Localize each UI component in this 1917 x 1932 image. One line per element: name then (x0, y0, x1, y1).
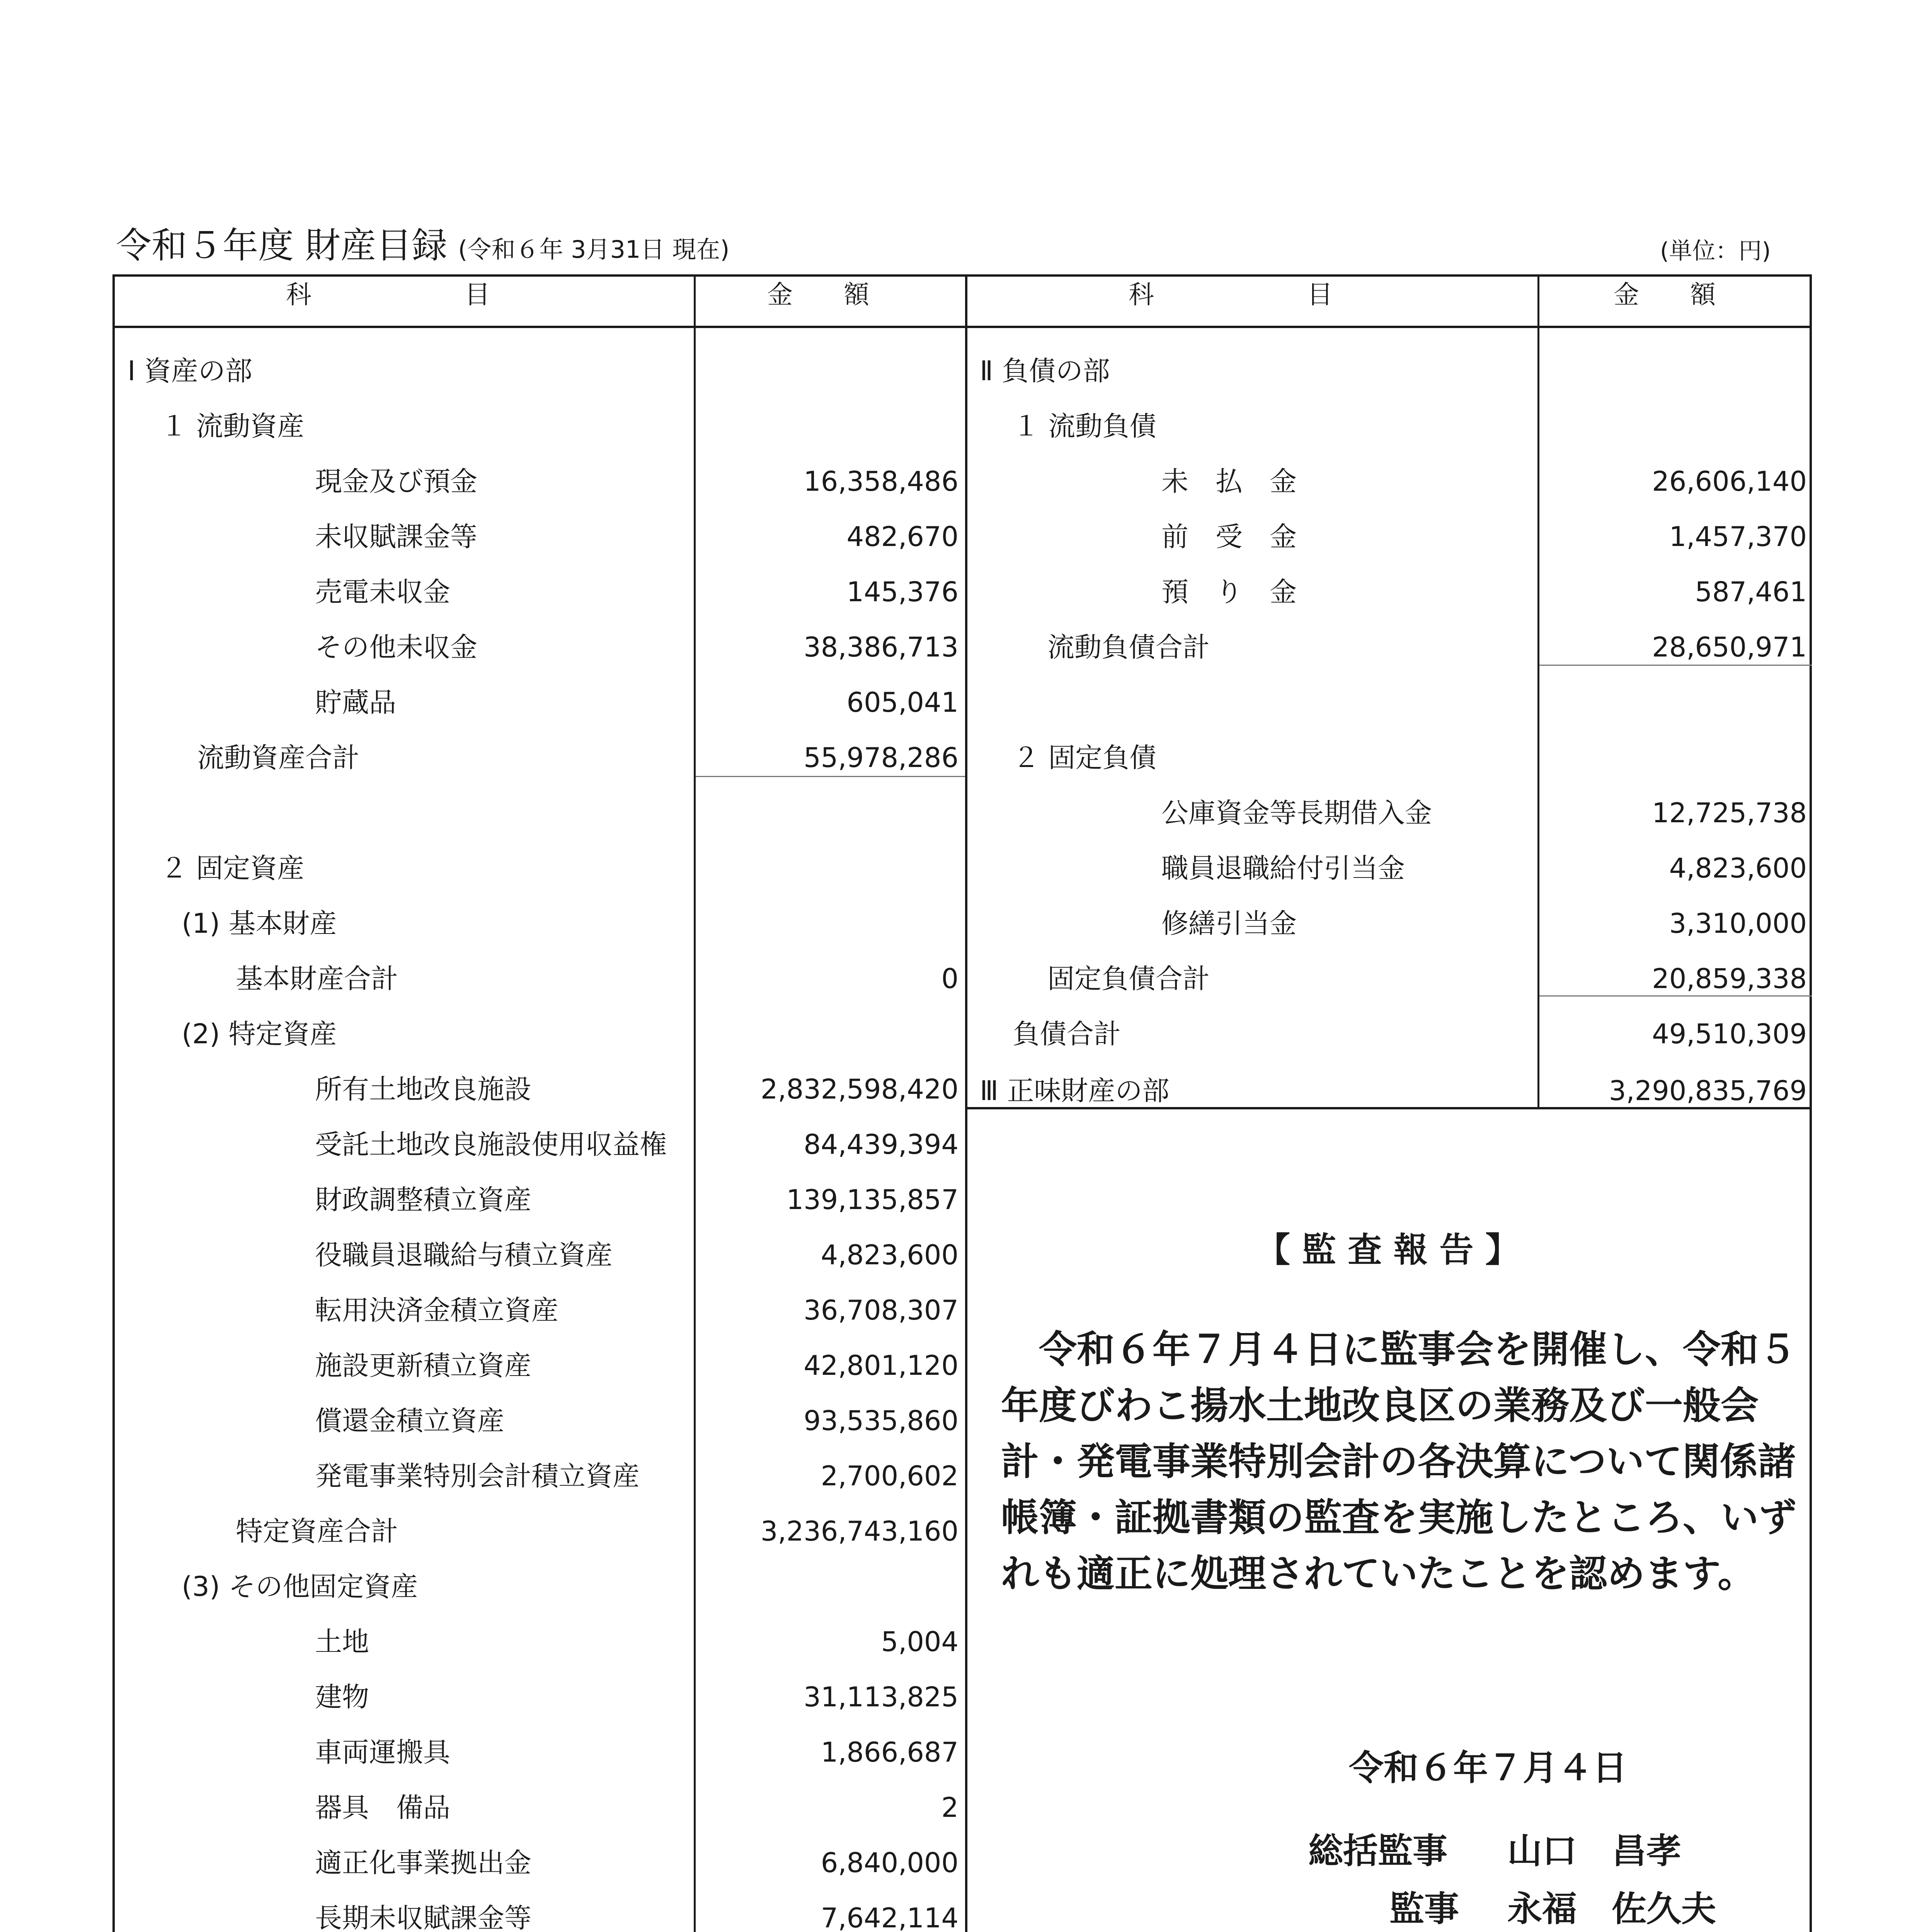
asset-amount: 55,978,286 (804, 742, 958, 774)
signatory-name: 山口 昌孝 (1507, 1830, 1681, 1871)
asset-amount: 605,041 (846, 687, 958, 718)
liability-label: １ 流動負債 (1013, 410, 1157, 442)
asset-label: Ⅰ 資産の部 (128, 355, 252, 387)
signatory-role: 総括監事 (1308, 1830, 1447, 1871)
right-amount-divider (1537, 274, 1539, 1107)
asset-label: 流動資産合計 (197, 742, 359, 774)
liability-label: 預 り 金 (1161, 576, 1297, 608)
asset-amount: 2,832,598,420 (760, 1073, 958, 1105)
asset-amount: 7,642,114 (821, 1902, 958, 1932)
liability-amount: 49,510,309 (1652, 1018, 1807, 1050)
asset-label: 転用決済金積立資産 (315, 1294, 558, 1326)
asset-label: 長期未収賦課金等 (315, 1902, 531, 1932)
asset-amount: 1,866,687 (821, 1736, 958, 1768)
asset-label: (3) その他固定資産 (182, 1571, 418, 1602)
liability-label: 未 払 金 (1161, 466, 1297, 497)
unit-label: (単位：円) (1660, 238, 1771, 265)
asset-amount: 36,708,307 (804, 1294, 958, 1326)
asset-amount: 42,801,120 (804, 1350, 958, 1381)
liability-amount: 3,310,000 (1669, 908, 1807, 939)
asset-label: 土地 (315, 1626, 369, 1658)
liability-label: Ⅱ 負債の部 (980, 355, 1110, 387)
asset-label: 未収賦課金等 (315, 521, 477, 553)
asset-amount: 5,004 (881, 1626, 958, 1658)
liability-label: 職員退職給付引当金 (1161, 852, 1405, 884)
header-left-amount: 金 額 (767, 280, 869, 310)
net-assets-amount: 3,290,835,769 (1609, 1075, 1807, 1107)
liability-amount: 1,457,370 (1669, 521, 1807, 553)
asset-amount: 4,823,600 (821, 1239, 958, 1271)
header-right-amount: 金 額 (1614, 280, 1716, 310)
header-right-item: 科 目 (1129, 280, 1333, 310)
liability-label: ２ 固定負債 (1013, 742, 1157, 774)
asset-amount: 3,236,743,160 (760, 1515, 958, 1547)
asset-label: その他未収金 (315, 631, 477, 663)
signatory-name: 永福 佐久夫 (1507, 1888, 1716, 1929)
signatory-role: 監事 (1389, 1888, 1459, 1929)
asset-label: 貯蔵品 (315, 687, 396, 718)
asset-label: 現金及び預金 (315, 466, 477, 497)
liability-label: 前 受 金 (1161, 521, 1297, 553)
asset-amount: 84,439,394 (804, 1129, 958, 1160)
asset-label: 施設更新積立資産 (315, 1350, 531, 1381)
liability-amount: 587,461 (1695, 576, 1807, 608)
liability-amount: 4,823,600 (1669, 852, 1807, 884)
asset-label: １ 流動資産 (160, 410, 305, 442)
asset-label: 所有土地改良施設 (315, 1073, 531, 1105)
asset-label: (2) 特定資産 (182, 1018, 337, 1050)
header-left-item: 科 目 (286, 280, 490, 310)
liability-label: 固定負債合計 (1047, 963, 1210, 995)
liabilities-bottom-rule (965, 1107, 1812, 1109)
asset-amount: 93,535,860 (804, 1405, 958, 1437)
asset-amount: 482,670 (846, 521, 958, 553)
liability-label: 流動負債合計 (1047, 631, 1210, 663)
audit-body: 令和６年７月４日に監事会を開催し、令和５年度びわこ揚水土地改良区の業務及び一般会計・発電事業特別会計の各決算について関係諸帳簿・証拠書類の監査を実施したところ、いずれも適正に処理されていたことを認めます。 (1001, 1327, 1797, 1596)
asset-label: 車両運搬具 (315, 1736, 450, 1768)
asset-amount: 2,700,602 (821, 1460, 958, 1492)
net-assets-label: Ⅲ 正味財産の部 (980, 1075, 1170, 1107)
asset-amount: 0 (941, 963, 958, 995)
subtotal-rule (1539, 995, 1812, 997)
title-date: (令和６年 3月31日 現在) (458, 235, 730, 264)
asset-label: 受託土地改良施設使用収益権 (315, 1129, 667, 1160)
asset-label: 器具 備品 (315, 1792, 450, 1823)
asset-amount: 31,113,825 (804, 1681, 958, 1713)
liability-label: 公庫資金等長期借入金 (1161, 797, 1432, 829)
center-divider (965, 274, 967, 1932)
asset-amount: 16,358,486 (804, 466, 958, 497)
audit-date: 令和６年７月４日 (1349, 1747, 1627, 1788)
liability-label: 修繕引当金 (1161, 908, 1297, 939)
asset-label: (1) 基本財産 (182, 908, 337, 939)
asset-label: 売電未収金 (315, 576, 450, 608)
asset-label: 基本財産合計 (236, 963, 398, 995)
subtotal-rule (1539, 665, 1812, 666)
asset-label: 適正化事業拠出金 (315, 1847, 531, 1879)
liability-amount: 28,650,971 (1652, 631, 1807, 663)
asset-amount: 2 (941, 1792, 958, 1823)
liability-amount: 20,859,338 (1652, 963, 1807, 995)
asset-label: 特定資産合計 (236, 1515, 398, 1547)
page-title (116, 225, 730, 266)
liability-amount: 26,606,140 (1652, 466, 1807, 497)
audit-title: 【 監 査 報 告 】 (1256, 1230, 1520, 1270)
asset-amount: 139,135,857 (786, 1184, 958, 1216)
asset-label: 財政調整積立資産 (315, 1184, 531, 1216)
liability-amount: 12,725,738 (1652, 797, 1807, 829)
asset-amount: 6,840,000 (821, 1847, 958, 1879)
title-text: 令和５年度 財産目録 (116, 225, 448, 266)
asset-amount: 38,386,713 (804, 631, 958, 663)
asset-label: 建物 (315, 1681, 369, 1713)
asset-label: ２ 固定資産 (160, 852, 305, 884)
liability-label: 負債合計 (1013, 1018, 1121, 1050)
asset-label: 償還金積立資産 (315, 1405, 504, 1437)
asset-label: 役職員退職給与積立資産 (315, 1239, 613, 1271)
left-amount-divider (694, 274, 696, 1932)
asset-amount: 145,376 (846, 576, 958, 608)
subtotal-rule (696, 776, 965, 777)
asset-label: 発電事業特別会計積立資産 (315, 1460, 640, 1492)
header-divider (112, 326, 1812, 328)
